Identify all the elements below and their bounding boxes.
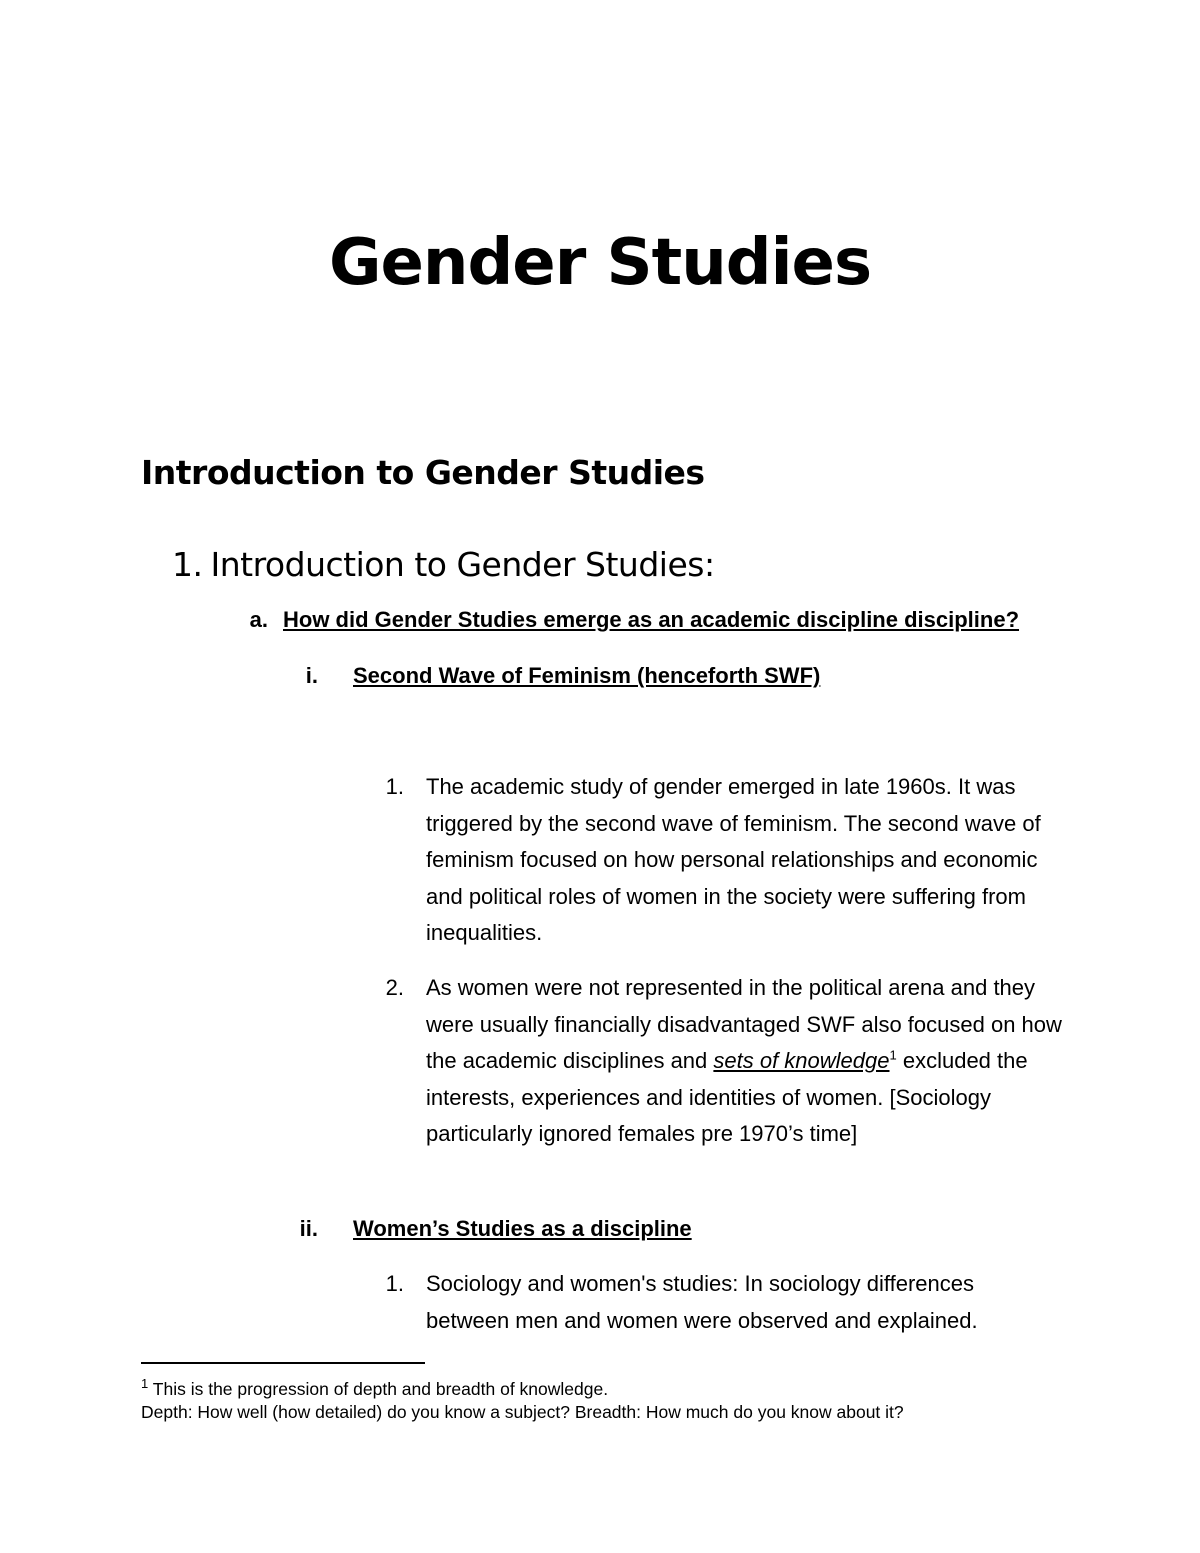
- section-heading: Introduction to Gender Studies: [141, 453, 705, 492]
- item-text: [426, 970, 1076, 1153]
- numbered-heading: [172, 540, 715, 590]
- list-marker: i.: [305, 663, 318, 688]
- item-number: 2.: [385, 975, 404, 1000]
- footnote-text-1: This is the progression of depth and breadth of knowledge.: [148, 1379, 609, 1399]
- list-marker: a.: [249, 607, 268, 632]
- item-text: Sociology and women's studies: In sociology differences between men and women were observed and explained.: [426, 1271, 978, 1333]
- emphasis-link: sets of knowledge: [713, 1048, 890, 1073]
- heading-text: Introduction to Gender Studies:: [210, 545, 715, 584]
- footnote-number: 1: [141, 1376, 149, 1392]
- footnote-line-1: [141, 1378, 904, 1401]
- footnote-reference[interactable]: 1: [889, 1047, 897, 1063]
- list-marker: ii.: [299, 1216, 318, 1241]
- footnote-text-2: Depth: How well (how detailed) do you know a subject? Breadth: How much do you know about it?: [141, 1402, 904, 1422]
- footnote-separator: [141, 1362, 425, 1364]
- subheading-ii-text: Women’s Studies as a discipline: [353, 1216, 692, 1241]
- subheading-i-text: Second Wave of Feminism (henceforth SWF): [353, 663, 821, 688]
- document-title: Gender Studies: [328, 226, 872, 300]
- footnote: [141, 1378, 904, 1424]
- item-number: 1.: [385, 1271, 404, 1296]
- item-text: The academic study of gender emerged in late 1960s. It was triggered by the second wave of feminism. The second wave of feminism focused on how personal relationships and economic and political roles of women in the society were suffering from inequalities.: [426, 774, 1041, 945]
- item-text-before: As women were not represented in the political arena and they were usually financially disadvantaged SWF also focused on how the academic disciplines and: [426, 975, 1062, 1073]
- item-text-after: excluded the interests, experiences and identities of women. [Sociology particularly ignored females pre 1970’s time]: [426, 1048, 1028, 1146]
- subheading-a-text: How did Gender Studies emerge as an academic discipline discipline?: [283, 607, 1020, 632]
- heading-number: 1.: [172, 545, 203, 584]
- item-number: 1.: [385, 774, 404, 799]
